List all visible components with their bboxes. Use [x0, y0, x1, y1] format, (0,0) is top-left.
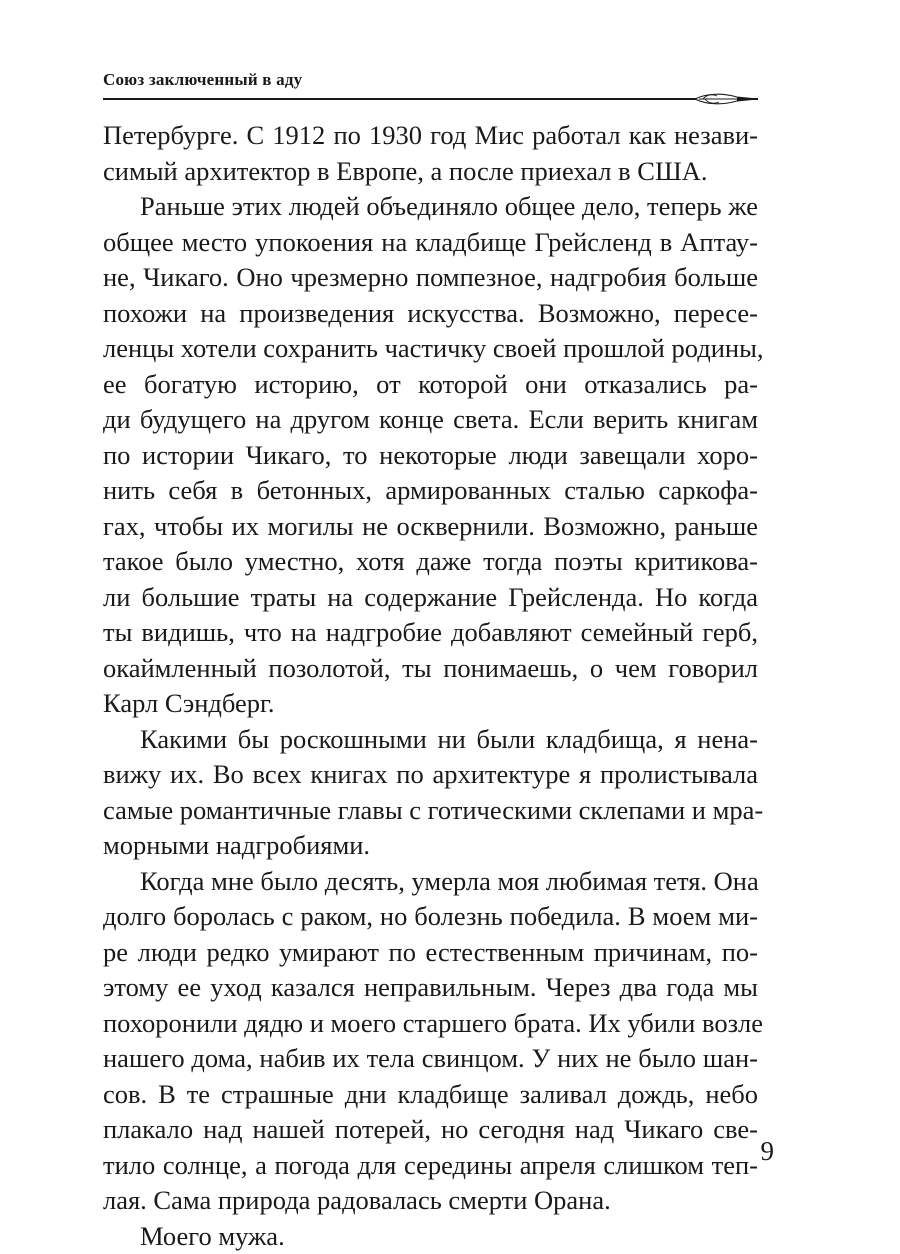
text-line: нить себя в бетонных, армированных сталью саркофа- — [103, 473, 758, 509]
text-line: ди будущего на другом конце света. Если верить книгам — [103, 402, 758, 438]
text-line: Карл Сэндберг. — [103, 686, 758, 722]
text-line: плакало над нашей потерей, но сегодня над Чикаго све- — [103, 1112, 758, 1148]
text-line: ленцы хотели сохранить частичку своей прошлой родины, — [103, 331, 758, 367]
text-line: лая. Сама природа радовалась смерти Орана. — [103, 1183, 758, 1219]
text-line: самые романтичные главы с готическими склепами и мра- — [103, 793, 758, 829]
text-line: Какими бы роскошными ни были кладбища, я нена- — [103, 722, 758, 758]
body-text — [103, 118, 758, 1254]
text-line: этому ее уход казался неправильным. Через два года мы — [103, 970, 758, 1006]
text-line: общее место упокоения на кладбище Грейсленд в Аптау- — [103, 225, 758, 261]
text-line: вижу их. Во всех книгах по архитектуре я пролистывала — [103, 757, 758, 793]
text-line: долго боролась с раком, но болезнь победила. В моем ми- — [103, 899, 758, 935]
text-line: морными надгробиями. — [103, 828, 758, 864]
text-line: ты видишь, что на надгробие добавляют семейный герб, — [103, 615, 758, 651]
header-rule — [103, 98, 758, 100]
text-line: ее богатую историю, от которой они отказались ра- — [103, 367, 758, 403]
text-line: гах, чтобы их могилы не осквернили. Возможно, раньше — [103, 509, 758, 545]
text-line: симый архитектор в Европе, а после приехал в США. — [103, 154, 758, 190]
text-line: ре люди редко умирают по естественным причинам, по- — [103, 935, 758, 971]
text-line: окаймленный позолотой, ты понимаешь, о чем говорил — [103, 651, 758, 687]
text-line: нашего дома, набив их тела свинцом. У них не было шан- — [103, 1041, 758, 1077]
text-line: Моего мужа. — [103, 1219, 758, 1254]
page-number: 9 — [740, 1136, 774, 1167]
text-line: по истории Чикаго, то некоторые люди завещали хоро- — [103, 438, 758, 474]
text-line: сов. В те страшные дни кладбище заливал дождь, небо — [103, 1077, 758, 1113]
text-line: похожи на произведения искусства. Возможно, пересе- — [103, 296, 758, 332]
quill-pen-icon — [693, 88, 759, 110]
running-title: Союз заключенный в аду — [103, 70, 302, 90]
text-line: тило солнце, а погода для середины апреля слишком теп- — [103, 1148, 758, 1184]
running-header — [103, 70, 758, 100]
text-line: Раньше этих людей объединяло общее дело, теперь же — [103, 189, 758, 225]
text-line: ли большие траты на содержание Грейсленда. Но когда — [103, 580, 758, 616]
text-line: не, Чикаго. Оно чрезмерно помпезное, надгробия больше — [103, 260, 758, 296]
text-line: похоронили дядю и моего старшего брата. Их убили возле — [103, 1006, 758, 1042]
text-line: Петербурге. С 1912 по 1930 год Мис работал как незави- — [103, 118, 758, 154]
text-line: Когда мне было десять, умерла моя любимая тетя. Она — [103, 864, 758, 900]
text-line: такое было уместно, хотя даже тогда поэты критикова- — [103, 544, 758, 580]
